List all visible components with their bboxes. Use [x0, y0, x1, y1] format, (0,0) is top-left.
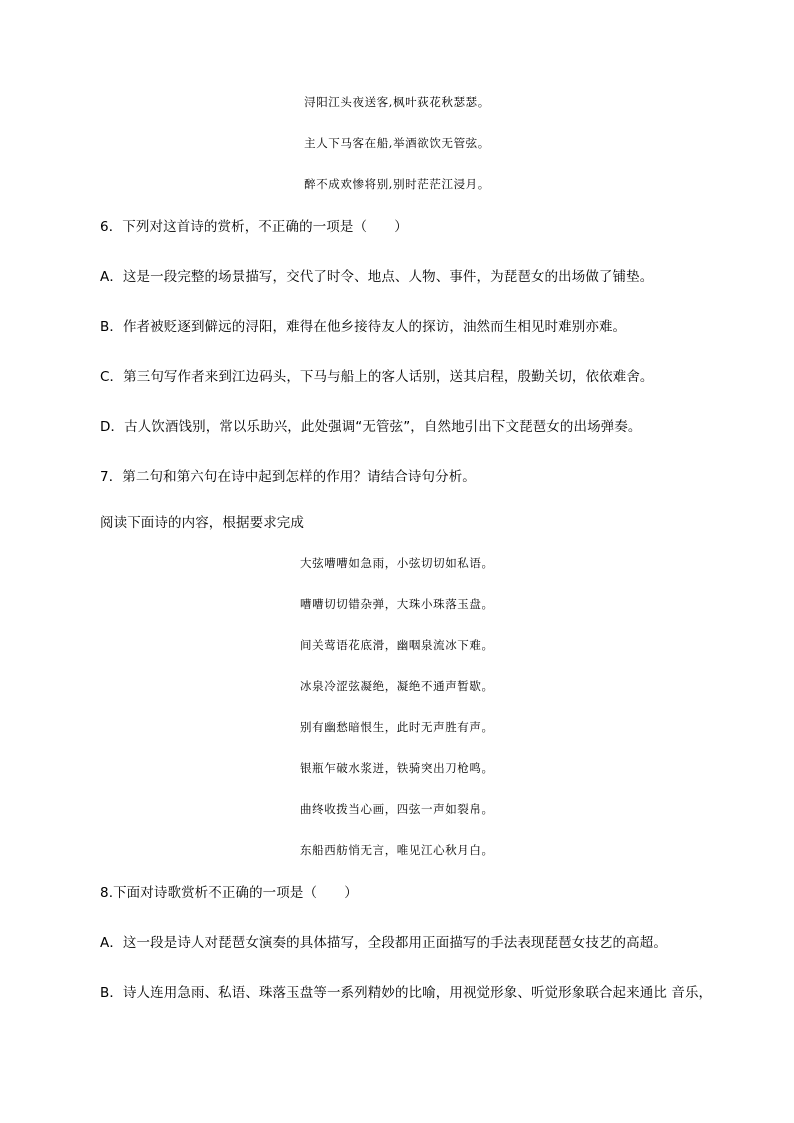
reading-intro: 阅读下面诗的内容，根据要求完成	[100, 515, 304, 531]
question-6-option-b: B．作者被贬逐到僻远的浔阳，难得在他乡接待友人的探访，油然而生相见时难别亦难。	[100, 319, 627, 335]
question-7-stem: 7．第二句和第六句在诗中起到怎样的作用？请结合诗句分析。	[100, 469, 476, 485]
question-6-option-d: D．古人饮酒饯别，常以乐助兴，此处强调“无管弦”，自然地引出下文琵琶女的出场弹奏。	[100, 419, 642, 435]
poem2-line-2: 嘈嘈切切错杂弹，大珠小珠落玉盘。	[300, 597, 494, 611]
poem2-line-4: 冰泉冷涩弦凝绝，凝绝不通声暂歇。	[300, 679, 494, 693]
poem2-line-8: 东船西舫悄无言，唯见江心秋月白。	[300, 843, 494, 857]
poem2-line-6: 银瓶乍破水浆迸，铁骑突出刀枪鸣。	[300, 761, 494, 775]
poem1-line-3: 醉不成欢惨将别,别时茫茫江浸月。	[304, 177, 490, 191]
question-8-stem: 8.下面对诗歌赏析不正确的一项是（ ）	[100, 885, 358, 901]
poem2-line-5: 别有幽愁暗恨生，此时无声胜有声。	[300, 720, 494, 734]
poem2-line-3: 间关莺语花底滑，幽咽泉流冰下难。	[300, 638, 494, 652]
poem1-line-1: 浔阳江头夜送客,枫叶荻花秋瑟瑟。	[304, 95, 490, 109]
question-6-stem: 6．下列对这首诗的赏析，不正确的一项是（ ）	[100, 219, 408, 235]
poem2-line-7: 曲终收拨当心画，四弦一声如裂帛。	[300, 802, 494, 816]
poem2-line-1: 大弦嘈嘈如急雨，小弦切切如私语。	[300, 556, 494, 570]
question-6-option-a: A．这是一段完整的场景描写，交代了时令、地点、人物、事件，为琵琶女的出场做了铺垫。	[100, 269, 654, 285]
question-8-option-a: A．这一段是诗人对琵琶女演奏的具体描写，全段都用正面描写的手法表现琵琶女技艺的高超。	[100, 935, 667, 951]
poem1-line-2: 主人下马客在船,举酒欲饮无管弦。	[304, 136, 490, 150]
question-6-option-c: C．第三句写作者来到江边码头，下马与船上的客人话别，送其启程，殷勤关切，依依难舍。	[100, 369, 654, 385]
question-8-option-b: B．诗人连用急雨、私语、珠落玉盘等一系列精妙的比喻，用视觉形象、听觉形象联合起来通比 音乐，	[100, 985, 713, 1001]
